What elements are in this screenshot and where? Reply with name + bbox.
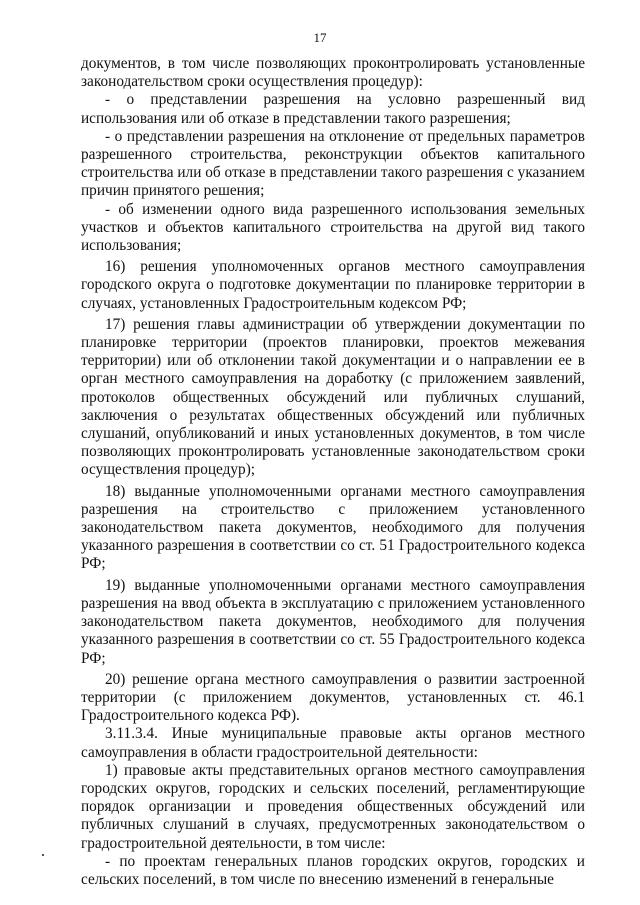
document-body	[81, 55, 585, 889]
paragraph-item-16: 16) решения уполномоченных органов местного самоуправления городского округа о подготовке документации по планировке территории в случаях, установленных Градостроительным кодексом РФ;	[81, 258, 585, 312]
paragraph-item-1: 1) правовые акты представительных органов местного самоуправления городских округов, городских и сельских поселений, регламентирующие порядок организации и проведения общественных обсуждений или публичных слушаний в случаях, предусмотренных законодательством о градостроительной деятельности, в том числе:	[81, 761, 585, 852]
paragraph-item-19: 19) выданные уполномоченными органами местного самоуправления разрешения на ввод объекта в эксплуатацию с приложением установленного законодательством пакета документов, необходимого для получения указанного разрешения в соответствии со ст. 55 Градостроительного кодекса РФ;	[81, 576, 585, 667]
section-heading-3-11-3-4: 3.11.3.4. Иные муниципальные правовые акты органов местного самоуправления в области градостроительной деятельности:	[81, 725, 585, 761]
list-item-deviation-permit: - о представлении разрешения на отклонение от предельных параметров разрешенного строительства, реконструкции объектов капитального строительства или об отказе в представлении такого разрешения с указанием причин принятого решения;	[81, 127, 585, 200]
list-item-general-plans: - по проектам генеральных планов городских округов, городских и сельских поселений, в том числе по внесению изменений в генеральные	[81, 852, 585, 888]
list-item-conditional-use-permit: - о представлении разрешения на условно разрешенный вид использования или об отказе в представлении такого разрешения;	[81, 91, 585, 127]
paragraph-item-18: 18) выданные уполномоченными органами местного самоуправления разрешения на строительство с приложением установленного законодательством пакета документов, необходимого для получения указанного разрешения в соответствии со ст. 51 Градостроительного кодекса РФ;	[81, 482, 585, 573]
paragraph-item-17: 17) решения главы администрации об утверждении документации по планировке территории (проектов планировки, проектов межевания территории) или об отклонении такой документации и о направлении ее в орган местного самоуправления на доработку (с приложением заявлений, протоколов общественных обсуждений или публичных слушаний, заключения о результатах общественных обсуждений или публичных слушаний, опубликований и иных установленных документов, в том числе позволяющих проконтролировать установленные законодательством сроки осуществления процедур);	[81, 315, 585, 479]
margin-mark	[42, 854, 44, 856]
paragraph-continuation: документов, в том числе позволяющих проконтролировать установленные законодательством сроки осуществления процедур):	[81, 55, 585, 91]
page-number: 17	[313, 30, 327, 45]
list-item-change-of-use: - об изменении одного вида разрешенного использования земельных участков и объектов капитального строительства на другой вид такого использования;	[81, 200, 585, 255]
paragraph-item-20: 20) решение органа местного самоуправления о развитии застроенной территории (с приложением документов, установленных ст. 46.1 Градостроительного кодекса РФ).	[81, 670, 585, 725]
